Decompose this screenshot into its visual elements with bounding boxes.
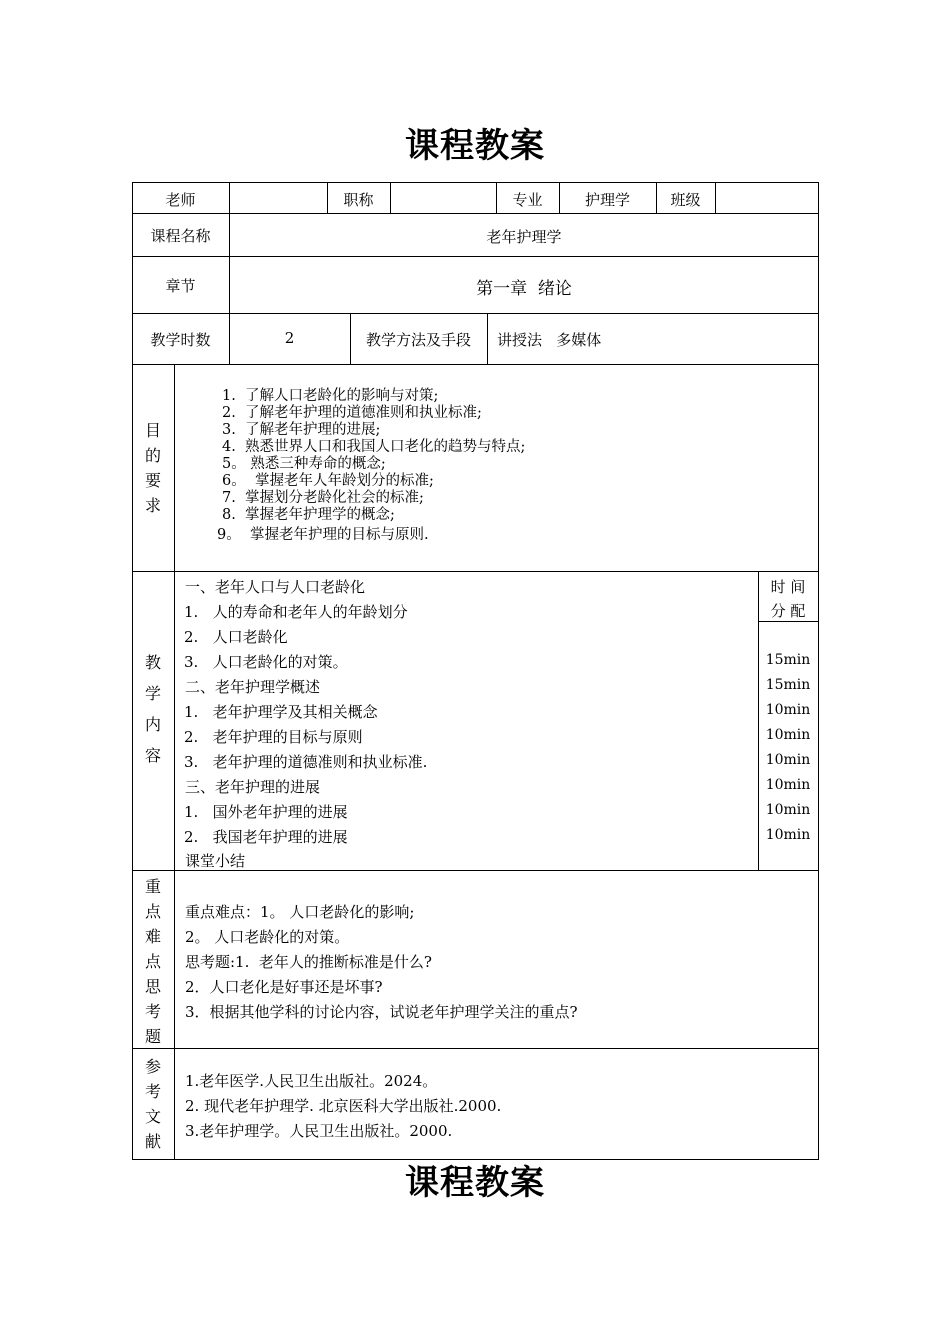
label-char: 目 xyxy=(144,421,161,440)
label-char: 教 xyxy=(144,653,161,672)
label-char: 思 xyxy=(144,977,161,996)
row-divider xyxy=(758,621,819,622)
label-char: 考 xyxy=(144,1002,161,1021)
key-point-line: 2．人口老化是好事还是坏事? xyxy=(185,978,383,996)
time-value: 10min xyxy=(765,802,811,818)
objective-item: 3. 了解老年护理的进展; xyxy=(222,422,381,438)
label-char: 文 xyxy=(144,1107,161,1126)
content-item: 3. 人口老龄化的对策。 xyxy=(184,653,348,671)
content-heading: 一、老年人口与人口老龄化 xyxy=(185,578,366,596)
content-heading: 二、老年护理学概述 xyxy=(185,678,321,696)
class-label: 班级 xyxy=(670,191,701,209)
label-char: 学 xyxy=(144,684,161,703)
content-item: 1. 老年护理学及其相关概念 xyxy=(184,703,378,721)
objectives-label xyxy=(132,418,174,518)
content-item: 1. 国外老年护理的进展 xyxy=(184,803,348,821)
next-page-title: 课程教案 xyxy=(405,1163,545,1203)
label-char: 题 xyxy=(144,1027,161,1046)
objective-item: 2. 了解老年护理的道德准则和执业标准; xyxy=(222,405,482,421)
key-point-line: 3．根据其他学科的讨论内容，试说老年护理学关注的重点? xyxy=(185,1003,578,1021)
row-divider xyxy=(132,256,819,257)
content-item: 2. 人口老龄化 xyxy=(184,628,288,646)
reference-line: 3.老年护理学。人民卫生出版社。2000. xyxy=(185,1122,453,1140)
label-char: 的 xyxy=(144,446,161,465)
label-char: 容 xyxy=(144,746,161,765)
row-divider xyxy=(132,213,819,214)
row-divider xyxy=(132,1048,819,1049)
label-char: 点 xyxy=(144,902,161,921)
time-value: 10min xyxy=(765,727,811,743)
teaching-hours-value: 2 xyxy=(284,329,295,347)
teaching-method-label: 教学方法及手段 xyxy=(365,331,471,349)
reference-line: 1.老年医学.人民卫生出版社。2024。 xyxy=(185,1072,438,1090)
key-point-line: 2。 人口老龄化的对策。 xyxy=(185,928,350,946)
job-title-label: 职称 xyxy=(343,191,374,209)
label-char: 献 xyxy=(144,1132,161,1151)
key-point-line: 思考题:1. 老年人的推断标准是什么? xyxy=(185,953,432,971)
label-char: 难 xyxy=(144,927,161,946)
time-header: 分 配 xyxy=(770,602,806,620)
teaching-method-value: 讲授法 多媒体 xyxy=(497,331,602,349)
objective-item: 7. 掌握划分老龄化社会的标准; xyxy=(222,490,424,506)
course-name-label: 课程名称 xyxy=(150,227,211,245)
content-item: 3. 老年护理的道德准则和执业标准. xyxy=(184,753,428,771)
col-divider xyxy=(390,182,391,213)
col-divider xyxy=(715,182,716,213)
col-divider xyxy=(174,364,175,1160)
content-item: 1. 人的寿命和老年人的年龄划分 xyxy=(184,603,408,621)
content-item: 2. 老年护理的目标与原则 xyxy=(184,728,363,746)
reference-line: 2. 现代老年护理学. 北京医科大学出版社.2000. xyxy=(185,1097,502,1115)
major-label: 专业 xyxy=(512,191,543,209)
label-char: 参 xyxy=(144,1057,161,1076)
row-divider xyxy=(132,571,819,572)
chapter-label: 章节 xyxy=(165,277,196,295)
course-name-value: 老年护理学 xyxy=(486,228,562,246)
objective-item: 1. 了解人口老龄化的影响与对策; xyxy=(222,388,439,404)
content-heading: 三、老年护理的进展 xyxy=(185,778,321,796)
key-points-label xyxy=(132,874,174,1049)
col-divider xyxy=(229,182,230,213)
objective-item: 6。 掌握老年人年龄划分的标准; xyxy=(222,473,434,489)
time-header: 时 间 xyxy=(770,578,806,596)
objective-item: 5。 熟悉三种寿命的概念; xyxy=(222,456,386,472)
teacher-label: 老师 xyxy=(165,191,196,209)
row-divider xyxy=(132,313,819,314)
objective-item: 8. 掌握老年护理学的概念; xyxy=(222,507,395,523)
row-divider xyxy=(132,364,819,365)
col-divider xyxy=(758,571,759,870)
label-char: 考 xyxy=(144,1082,161,1101)
label-char: 点 xyxy=(144,952,161,971)
time-value: 10min xyxy=(765,827,811,843)
chapter-value: 第一章 绪论 xyxy=(476,279,572,299)
time-value: 10min xyxy=(765,777,811,793)
time-value: 15min xyxy=(765,677,811,693)
time-value: 10min xyxy=(765,702,811,718)
label-char: 内 xyxy=(144,715,161,734)
content-heading: 课堂小结 xyxy=(185,852,246,870)
content-item: 2. 我国老年护理的进展 xyxy=(184,828,348,846)
document-title: 课程教案 xyxy=(405,126,545,166)
major-value: 护理学 xyxy=(584,191,630,209)
time-value: 10min xyxy=(765,752,811,768)
label-char: 要 xyxy=(144,471,161,490)
label-char: 重 xyxy=(144,877,161,896)
label-char: 求 xyxy=(144,496,161,515)
objective-item: 4. 熟悉世界人口和我国人口老化的趋势与特点; xyxy=(222,439,526,455)
time-value: 15min xyxy=(765,652,811,668)
col-divider xyxy=(487,313,488,364)
objective-item: 9。 掌握老年护理的目标与原则. xyxy=(217,527,429,543)
content-label xyxy=(132,647,174,771)
references-label xyxy=(132,1054,174,1154)
key-point-line: 重点难点：1。 人口老龄化的影响; xyxy=(185,903,415,921)
teaching-hours-label: 教学时数 xyxy=(150,331,211,349)
